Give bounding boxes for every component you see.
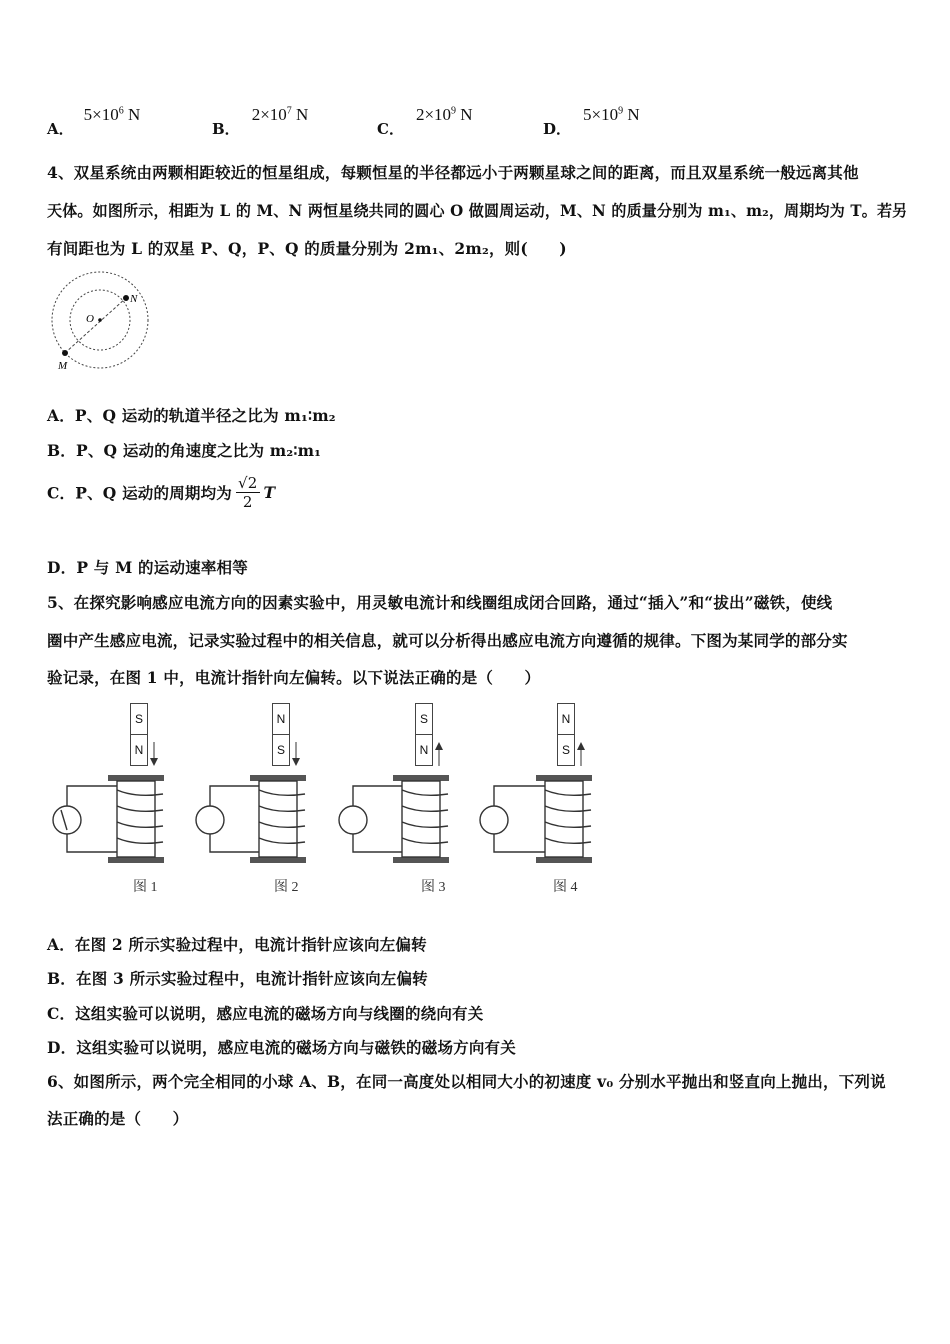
q5-option-a: A．在图 2 所示实验过程中，电流计指针应该向左偏转: [47, 935, 427, 954]
magnet-bottom-pole: S: [273, 734, 289, 765]
q3-option-d: [543, 104, 640, 138]
option-letter: B．: [212, 120, 240, 138]
coil-circuit: [45, 700, 175, 875]
magnet-top-pole: S: [419, 712, 428, 726]
magnet-bottom-pole: N: [131, 734, 147, 765]
option-letter: D．: [543, 120, 572, 138]
option-letter: A．: [47, 120, 74, 138]
q4-stem-line-3: 有间距也为 L 的双星 P、Q，P、Q 的质量分别为 2m₁、2m₂，则( ): [47, 239, 567, 258]
arrow-down-icon: [292, 758, 300, 766]
label-o: O: [86, 313, 94, 325]
option-c-text: C．P、Q 运动的周期均为: [47, 483, 232, 503]
q4-option-a: A．P、Q 运动的轨道半径之比为 m₁∶m₂: [47, 406, 336, 425]
magnet-top-pole: S: [134, 712, 143, 726]
label-m: M: [58, 360, 68, 372]
option-c-period: T: [263, 483, 276, 502]
galvanometer: [339, 806, 367, 834]
figure-caption: 图 4: [553, 880, 578, 895]
binary-star-diagram: [48, 270, 158, 375]
star-m: [62, 350, 68, 356]
option-base: 2×10: [415, 105, 452, 124]
q5-option-b: B．在图 3 所示实验过程中，电流计指针应该向左偏转: [47, 969, 428, 988]
arrow-down-icon: [150, 758, 158, 766]
q5-stem-line-2: 圈中产生感应电流，记录实验过程中的相关信息，就可以分析得出感应电流方向遵循的规律。下图为某同学的部分实: [47, 631, 848, 650]
option-base: 5×10: [83, 105, 119, 124]
induction-figure-4: [476, 700, 606, 900]
q4-stem-line-1: 4、双星系统由两颗相距较近的恒星组成，每颗恒星的半径都远小于两颗星球之间的距离，而且双星系统一般远离其他: [47, 163, 859, 182]
q3-option-b: [212, 104, 309, 138]
center-point: [98, 318, 102, 322]
galvanometer: [480, 806, 508, 834]
figure-caption: 图 3: [421, 880, 446, 895]
q5-stem-line-3: 验记录，在图 1 中，电流计指针向左偏转。以下说法正确的是（ ）: [47, 668, 541, 687]
option-letter: C．: [377, 120, 404, 138]
figure-caption: 图 1: [133, 880, 158, 895]
q5-stem-line-1: 5、在探究影响感应电流方向的因素实验中，用灵敏电流计和线圈组成闭合回路，通过“插入”和“拔出”磁铁，使线: [47, 593, 833, 612]
arrow-up-icon: [577, 742, 585, 750]
option-unit: N: [291, 105, 309, 124]
option-unit: N: [623, 105, 640, 124]
coil-circuit: [333, 700, 463, 875]
option-unit: N: [456, 105, 473, 124]
fraction-numerator: √2: [238, 474, 258, 492]
figure-caption: 图 2: [274, 880, 299, 895]
option-exponent: 9: [618, 105, 624, 117]
induction-figure-3: [333, 700, 463, 900]
q4-option-d: D．P 与 M 的运动速率相等: [47, 558, 248, 577]
magnet-bottom-pole: S: [558, 734, 574, 765]
option-exponent: 7: [286, 105, 292, 117]
option-exponent: 9: [451, 105, 457, 117]
q6-stem-line-2: 法正确的是（ ）: [47, 1109, 189, 1128]
q4-stem-line-2: 天体。如图所示，相距为 L 的 M、N 两恒星绕共同的圆心 O 做圆周运动，M、N 的质量分别为 m₁、m₂，周期均为 T。若另: [47, 201, 908, 220]
fraction-denominator: 2: [242, 493, 253, 511]
q6-stem-line-1: 6、如图所示，两个完全相同的小球 A、B，在同一高度处以相同大小的初速度 v₀ 分别水平抛出和竖直向上抛出，下列说: [47, 1072, 886, 1091]
coil-circuit: [190, 700, 320, 875]
induction-figure-2: [190, 700, 320, 900]
option-base: 2×10: [251, 105, 287, 124]
q5-option-d: D．这组实验可以说明，感应电流的磁场方向与磁铁的磁场方向有关: [47, 1038, 516, 1057]
option-base: 5×10: [583, 105, 619, 124]
q5-option-c: C．这组实验可以说明，感应电流的磁场方向与线圈的绕向有关: [47, 1004, 484, 1023]
magnet-top-pole: N: [561, 712, 571, 726]
fraction: [236, 474, 260, 511]
option-unit: N: [123, 105, 141, 124]
magnet-bottom-pole: N: [416, 734, 432, 765]
label-n: N: [130, 293, 138, 305]
q4-option-c: [47, 474, 275, 524]
arrow-up-icon: [435, 742, 443, 750]
option-exponent: 6: [118, 105, 124, 117]
induction-figure-1: [45, 700, 175, 900]
coil-circuit: [476, 700, 606, 875]
q3-option-a: [47, 104, 141, 138]
galvanometer: [196, 806, 224, 834]
magnet-top-pole: N: [276, 712, 286, 726]
q4-option-b: B．P、Q 运动的角速度之比为 m₂∶m₁: [47, 441, 322, 460]
star-n: [123, 295, 129, 301]
q3-option-c: [377, 104, 473, 138]
